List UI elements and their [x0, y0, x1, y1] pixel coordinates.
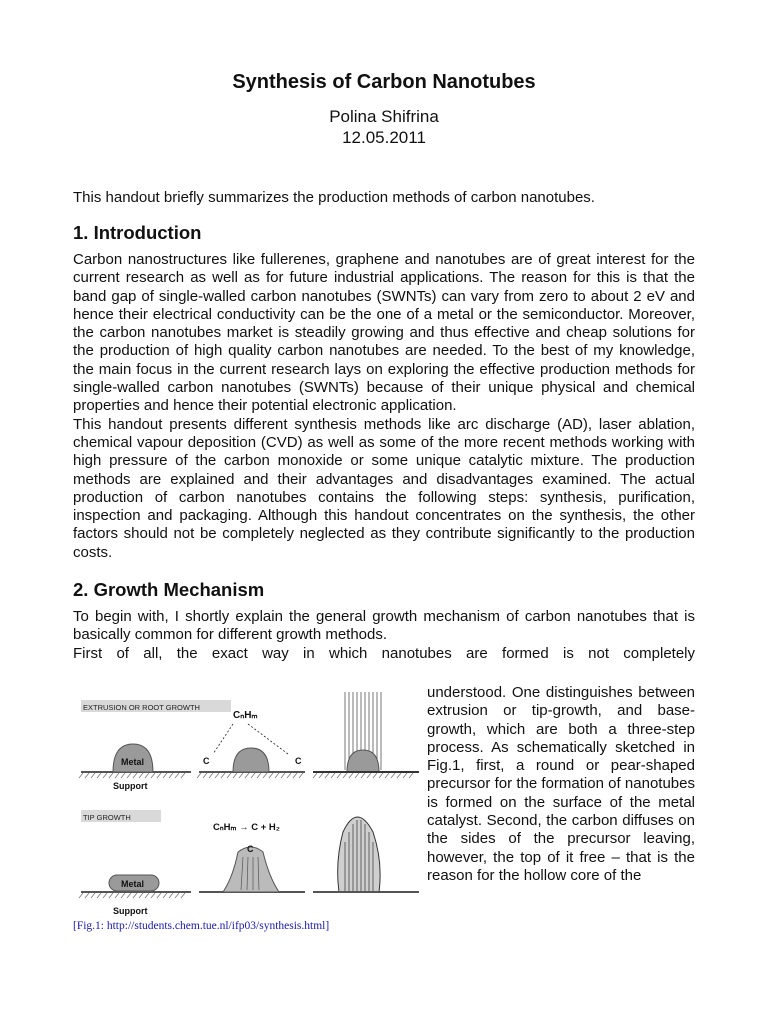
figure-growth-mechanism [73, 692, 421, 923]
growth-paragraph-1: To begin with, I shortly explain the general growth mechanism of carbon nanotubes that is basically common for different growth methods. [73, 608, 695, 644]
page-title: Synthesis of Carbon Nanotubes [232, 71, 536, 93]
figure-caption: [Fig.1: http://students.chem.tue.nl/ifp03/synthesis.html] [73, 920, 330, 932]
intro-paragraph-1: Carbon nanostructures like fullerenes, graphene and nanotubes are of great interest for the current research as well as for future industrial applications. The reason for this is that the band gap of single-walled carbon nanotubes (SWNTs) can vary from zero to about 2 eV and hence their electrical conductivity can be the one of a metal or the semiconductor. Moreover, the carbon nanotubes market is steadily growing and thus effective and cheap solutions for the production of high quality carbon nanotubes are needed. To the best of my knowledge, the main focus in the current research lays on exploring the effective production methods for single-walled carbon nanotubes (SWNTs) because of their unique physical and chemical properties and hence their potential electronic application. [73, 251, 695, 415]
section-heading-introduction: 1. Introduction [73, 222, 202, 243]
support-label-bottom: Support [113, 906, 148, 916]
document-date: 12.05.2011 [342, 128, 426, 147]
carbon-right: C [295, 756, 302, 766]
formula-top: CₙHₘ [233, 710, 258, 721]
summary-line: This handout briefly summarizes the production methods of carbon nanotubes. [73, 189, 595, 206]
carbon-left: C [203, 756, 210, 766]
growth-diagram [73, 692, 420, 918]
metal-label-top: Metal [121, 757, 145, 767]
intro-paragraph-2: This handout presents different synthesis methods like arc discharge (AD), laser ablation, chemical vapour deposition (CVD) as well as some of the more recent methods working with high pressure of the carbon monoxide or some unique catalytic mixture. The production methods are explained and their advantages and disadvantages examined. The actual production of carbon nanotubes contains the following steps: synthesis, purification, inspection and packaging. Although this handout concentrates on the synthesis, the other factors should not be completely neglected as they contribute significantly to the production costs. [73, 415, 695, 561]
wrapped-text-column [427, 684, 695, 885]
section-heading-growth: 2. Growth Mechanism [73, 579, 265, 601]
page-content [73, 68, 695, 663]
support-label-top: Support [113, 781, 148, 791]
growth-paragraph-2-wrap: understood. One distinguishes between extrusion or tip-growth, and base-growth, which are both a three-step process. As schematically sketched in Fig.1, first, a round or pear-shaped precursor for the formation of nanotubes is formed on the surface of the metal catalyst. Second, the carbon diffuses on the sides of the precursor leaving, however, the top of it free – that is the reason for the hollow core of the [427, 684, 695, 884]
metal-label-bottom: Metal [121, 879, 145, 889]
carbon-mid: C [247, 844, 254, 854]
label-extrusion: EXTRUSION OR ROOT GROWTH [83, 703, 200, 712]
formula-bottom: CₙHₘ → C + H₂ [213, 822, 280, 833]
growth-paragraph-2-start: First of all, the exact way in which nanotubes are formed is not completely [73, 644, 695, 662]
label-tip: TIP GROWTH [83, 813, 131, 822]
author-name: Polina Shifrina [329, 107, 439, 126]
